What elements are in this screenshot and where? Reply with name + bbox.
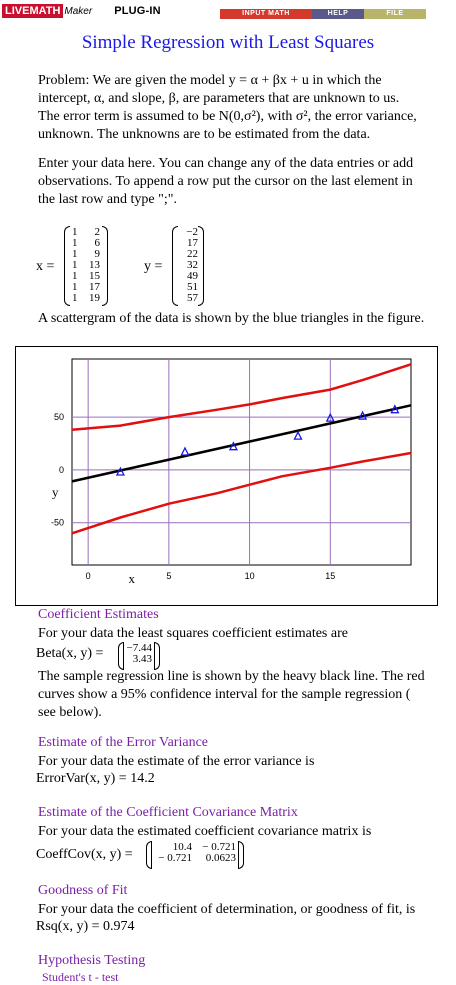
cov-label: CoeffCov(x, y) = [36, 847, 133, 862]
x-matrix-cell-x: 19 [89, 292, 100, 304]
cov-cell: 10.4 [172, 841, 192, 853]
enter-data-paragraph [38, 155, 448, 209]
x-matrix-cell-x: 6 [94, 237, 100, 249]
x-matrix-cell-const: 1 [72, 281, 78, 293]
x-axis-label: x [128, 571, 135, 586]
data-point [182, 448, 189, 455]
enter-line: observations. To append a row put the cursor on the last element in [38, 174, 413, 189]
x-matrix-cell-x: 15 [89, 270, 100, 282]
fit-text: For your data the coefficient of determination, or goodness of fit, is [38, 902, 416, 917]
problem-line: intercept, α, and slope, β, are parameters that are unknown to us. [38, 91, 400, 106]
toolbar [0, 0, 456, 22]
problem-line: The error term is assumed to be N(0,σ²), with σ², the error variance, [38, 109, 417, 124]
plot-svg [16, 347, 437, 605]
x-tick-label: 10 [244, 571, 255, 581]
coef-text: For your data the least squares coefficient estimates are [38, 626, 348, 641]
coef-note-line: see below). [38, 705, 102, 720]
y-tick-label: 0 [58, 464, 64, 475]
fit-heading: Goodness of Fit [38, 883, 128, 898]
beta-label: Beta(x, y) = [36, 646, 104, 661]
problem-line: Problem: We are given the model y = α + βx + u in which the [38, 73, 382, 88]
errvar-text: For your data the estimate of the error variance is [38, 754, 315, 769]
input-math-button[interactable]: INPUT MATH [220, 9, 312, 19]
x-matrix-cell-const: 1 [72, 292, 78, 304]
coef-note [38, 668, 456, 722]
hyp-subheading: Student's t - test [42, 970, 119, 984]
beta-values [124, 643, 152, 665]
x-matrix-cell-const: 1 [72, 259, 78, 271]
x-tick-label: 15 [325, 571, 336, 581]
y-matrix-cell: 49 [187, 270, 198, 282]
logo-text: LIVEMATH [2, 4, 63, 18]
logo-suffix: Maker [64, 5, 93, 17]
errvar-heading: Estimate of the Error Variance [38, 735, 209, 750]
page-title: Simple Regression with Least Squares [81, 32, 375, 53]
x-matrix-cell-x: 13 [89, 259, 100, 271]
x-tick-label: 5 [166, 571, 172, 581]
upper-confidence-curve [72, 364, 411, 430]
x-matrix-right-bracket [102, 226, 108, 306]
y-matrix-cell: 51 [187, 281, 198, 293]
enter-line: the last row and type ";". [38, 192, 177, 207]
cov-cell: − 0.721 [202, 841, 236, 853]
lower-confidence-curve [72, 453, 411, 533]
y-matrix-left-bracket [172, 226, 178, 306]
y-matrix-cell: −2 [186, 226, 198, 238]
file-button[interactable]: FILE [364, 9, 426, 19]
rsq-equation: Rsq(x, y) = 0.974 [36, 919, 135, 934]
x-matrix-input[interactable] [72, 227, 100, 304]
cov-heading: Estimate of the Coefficient Covariance Matrix [38, 805, 298, 820]
beta-intercept: −7.44 [126, 642, 152, 654]
cov-right-paren [238, 841, 244, 869]
y-matrix-cell: 57 [187, 292, 198, 304]
scatter-caption: A scattergram of the data is shown by the blue triangles in the figure. [38, 311, 425, 326]
y-matrix-label: y = [144, 259, 163, 274]
x-matrix-row [72, 293, 100, 304]
data-point [295, 432, 302, 439]
coef-heading: Coefficient Estimates [38, 607, 159, 622]
x-matrix-cell-const: 1 [72, 248, 78, 260]
cov-cell: 0.0623 [205, 852, 236, 864]
y-matrix-cell: 17 [187, 237, 198, 249]
x-matrix-cell-const: 1 [72, 237, 78, 249]
coef-note-line: The sample regression line is shown by the heavy black line. The red [38, 669, 425, 684]
beta-slope: 3.43 [132, 653, 152, 665]
livemath-logo [2, 4, 161, 18]
errvar-equation: ErrorVar(x, y) = 14.2 [36, 771, 155, 786]
enter-line: Enter your data here. You can change any of the data entries or add [38, 156, 414, 171]
plugin-label: PLUG-IN [114, 5, 161, 17]
cov-matrix [152, 842, 236, 864]
beta-equation [36, 646, 103, 662]
y-matrix-cell: 22 [187, 248, 198, 260]
scatter-plot [15, 346, 438, 606]
x-matrix-label: x = [36, 259, 55, 274]
x-tick-label: 0 [85, 571, 91, 581]
beta-right-paren [154, 642, 160, 670]
y-matrix-right-bracket [198, 226, 204, 306]
x-matrix-cell-const: 1 [72, 270, 78, 282]
y-tick-label: 50 [53, 412, 64, 423]
y-tick-label: -50 [50, 517, 64, 528]
y-axis-label: y [52, 484, 59, 500]
x-matrix-cell-x: 17 [89, 281, 100, 293]
cov-text: For your data the estimated coefficient covariance matrix is [38, 824, 372, 839]
hyp-heading: Hypothesis Testing [38, 953, 146, 968]
problem-line: unknown. The unknowns are to be estimated from the data. [38, 127, 371, 142]
x-matrix-left-bracket [64, 226, 70, 306]
y-matrix-cell: 32 [187, 259, 198, 271]
cov-cell: − 0.721 [158, 852, 192, 864]
help-button[interactable]: HELP [312, 9, 364, 19]
x-matrix-cell-x: 9 [94, 248, 100, 260]
problem-paragraph [38, 72, 448, 144]
x-matrix-cell-const: 1 [72, 226, 78, 238]
x-matrix-cell-x: 2 [94, 226, 100, 238]
y-matrix-input[interactable] [180, 227, 198, 304]
coef-note-line: curves show a 95% confidence interval for the sample regression ( [38, 687, 411, 702]
